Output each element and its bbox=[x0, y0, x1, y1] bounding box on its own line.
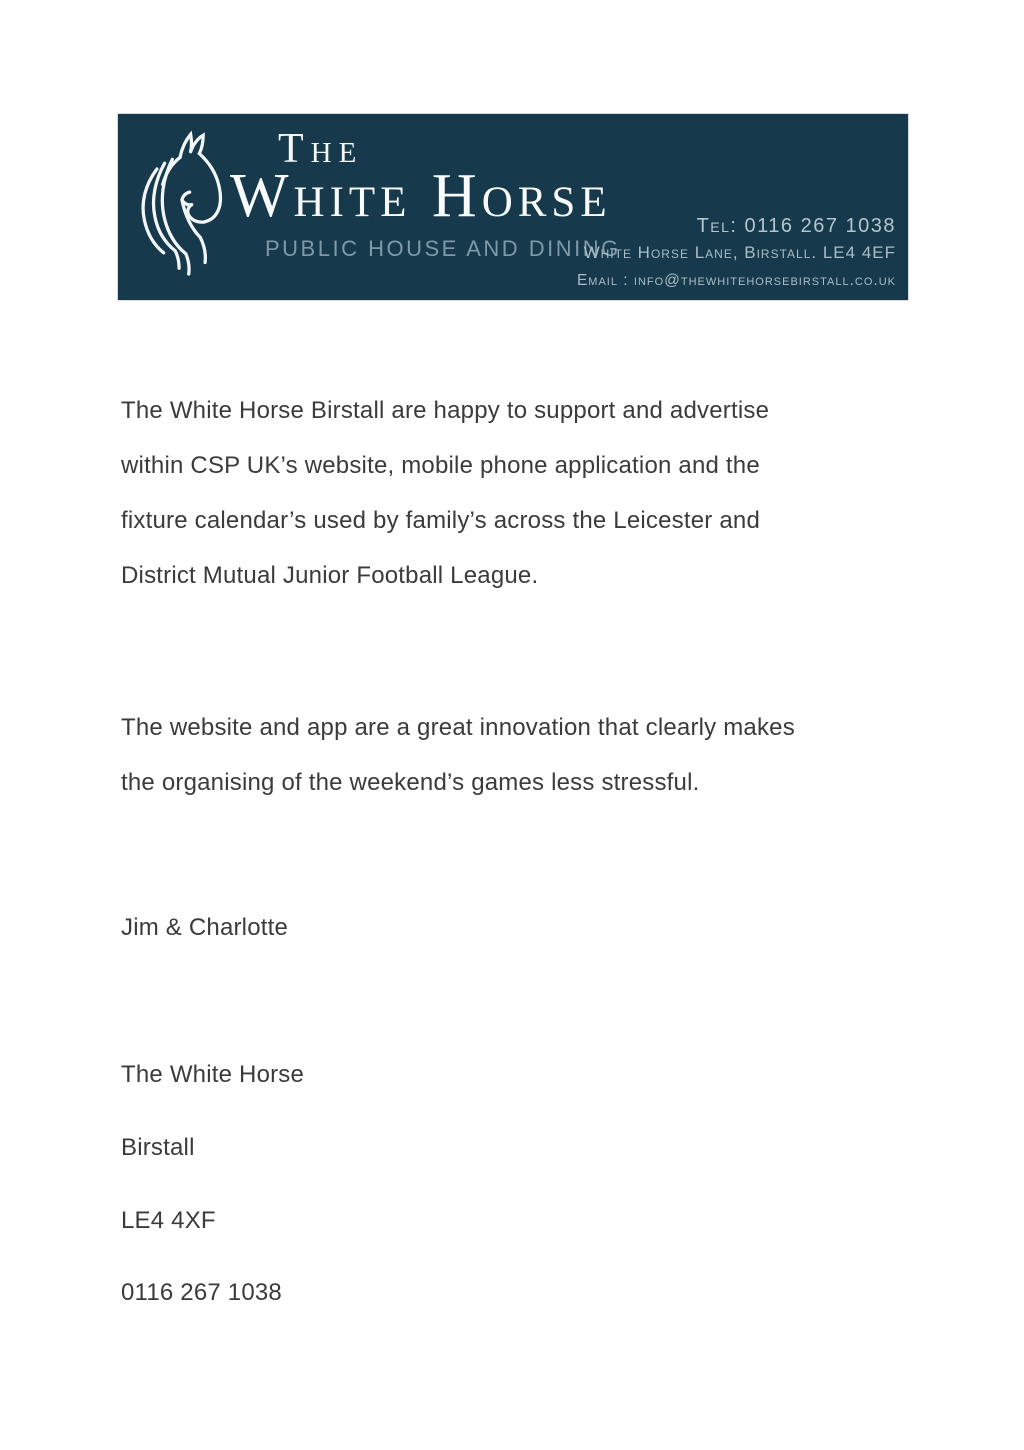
brand-the-label: The bbox=[278, 126, 364, 172]
text-line: The website and app are a great innovation that clearly makes bbox=[121, 714, 795, 741]
signature-town: Birstall bbox=[121, 1134, 195, 1161]
horse-head-logo bbox=[128, 126, 234, 290]
contact-block bbox=[577, 215, 896, 290]
signature-postcode: LE4 4XF bbox=[121, 1207, 216, 1234]
signature-phone: 0116 267 1038 bbox=[121, 1279, 282, 1306]
text-line: the organising of the weekend’s games less stressful. bbox=[121, 769, 700, 796]
signature-business-name: The White Horse bbox=[121, 1061, 305, 1088]
brand-name: White Horse bbox=[230, 162, 612, 230]
contact-telephone: Tel: 0116 267 1038 bbox=[696, 215, 896, 237]
text-line: District Mutual Junior Football League. bbox=[121, 562, 539, 589]
signoff-names: Jim & Charlotte bbox=[121, 914, 289, 941]
text-line: within CSP UK’s website, mobile phone application and the bbox=[121, 452, 760, 479]
paragraph-support bbox=[121, 383, 769, 603]
letterhead-banner bbox=[118, 114, 908, 300]
contact-address: White Horse Lane, Birstall. LE4 4EF bbox=[583, 243, 896, 262]
brand-tagline: PUBLIC HOUSE AND DINING bbox=[265, 236, 621, 261]
text-line: fixture calendar’s used by family’s across the Leicester and bbox=[121, 507, 760, 534]
paragraph-innovation bbox=[121, 700, 795, 810]
contact-email: Email : info@thewhitehorsebirstall.co.uk bbox=[576, 272, 896, 289]
text-line: The White Horse Birstall are happy to support and advertise bbox=[121, 397, 770, 424]
